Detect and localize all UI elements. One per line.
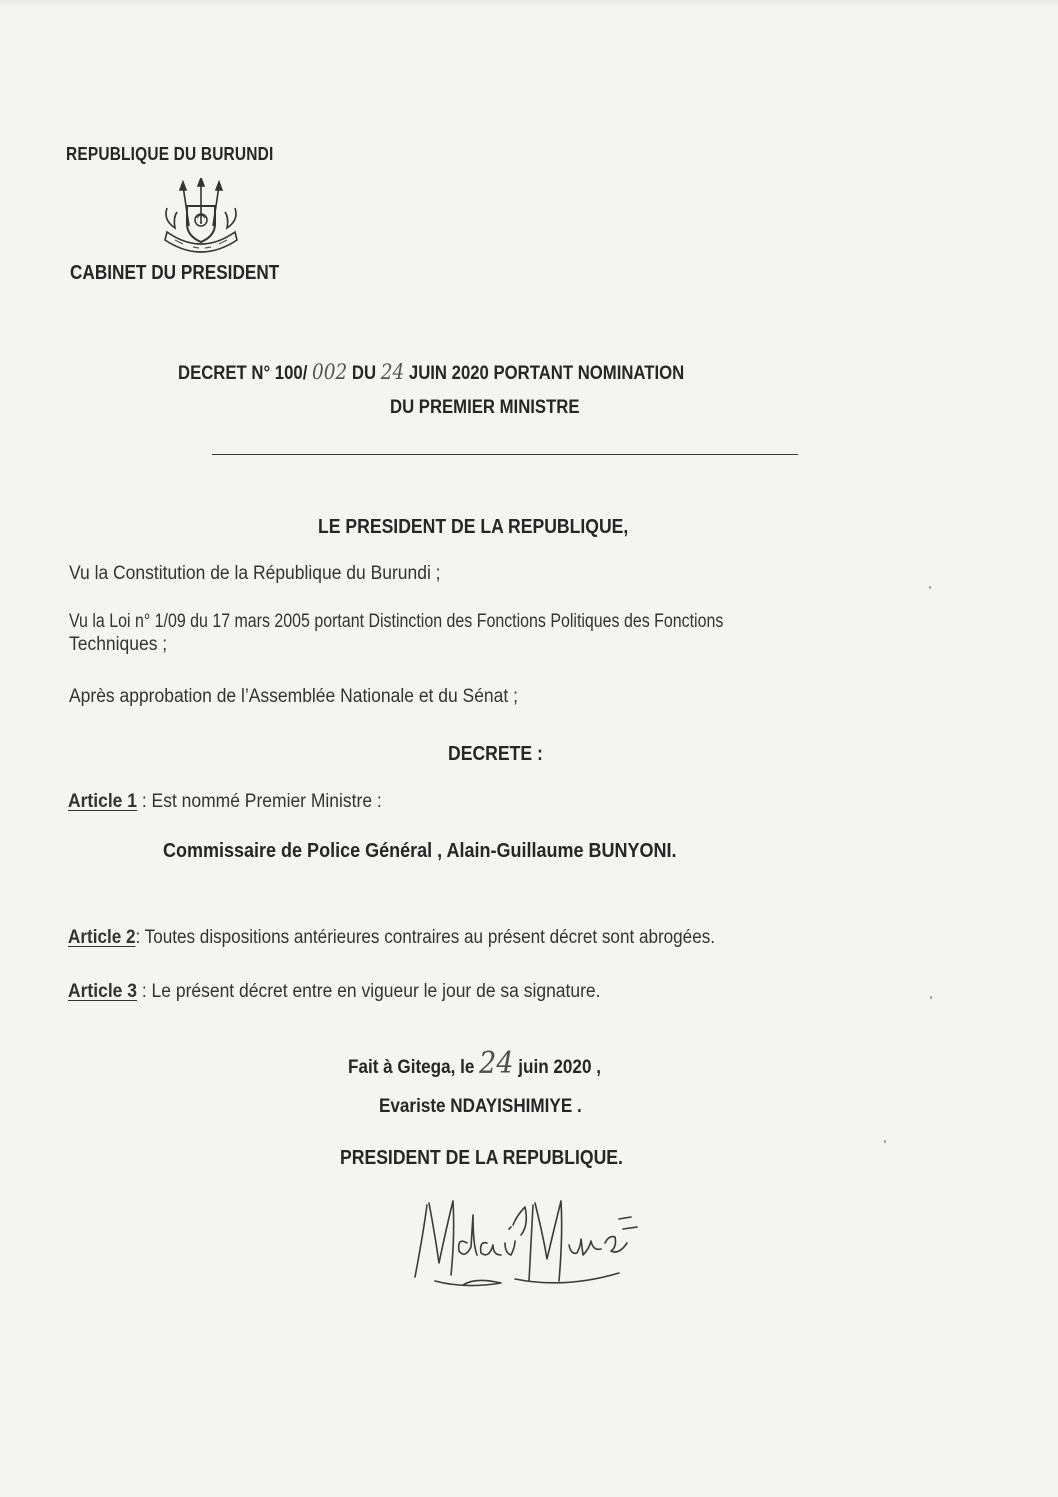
signatory-name: Evariste NDAYISHIMIYE . xyxy=(379,1096,582,1117)
cabinet-heading: CABINET DU PRESIDENT xyxy=(70,262,280,284)
decree-number-handwritten: 002 xyxy=(311,360,348,384)
nominee-name: Commissaire de Police Général , Alain-Guillaume BUNYONI. xyxy=(163,840,677,862)
fait-suffix: juin 2020 , xyxy=(518,1057,601,1078)
article-1-label: Article 1 xyxy=(68,791,137,812)
decree-suffix: JUIN 2020 PORTANT NOMINATION xyxy=(408,363,685,384)
title-divider xyxy=(212,454,798,455)
signing-day-handwritten: 24 xyxy=(479,1046,514,1081)
article-3-label: Article 3 xyxy=(68,981,137,1002)
scan-speck xyxy=(930,996,932,999)
article-2-label: Article 2 xyxy=(68,927,136,948)
apres-approbation: Après approbation de l’Assemblée Nationale et du Sénat ; xyxy=(69,686,518,707)
article-3 xyxy=(68,981,647,1003)
handwritten-signature-icon xyxy=(405,1185,665,1295)
vu-loi-line2: Techniques ; xyxy=(69,634,168,655)
article-1-text: : Est nommé Premier Ministre : xyxy=(136,791,382,812)
vu-loi-line1: Vu la Loi n° 1/09 du 17 mars 2005 portant Distinction des Fonctions Politiques des Fonctions xyxy=(69,611,724,632)
decree-title-line1 xyxy=(178,360,753,385)
vu-constitution: Vu la Constitution de la République du Burundi ; xyxy=(69,563,441,584)
scan-speck xyxy=(884,1140,886,1143)
decree-title-line2: DU PREMIER MINISTRE xyxy=(390,397,580,418)
place-date xyxy=(348,1046,629,1081)
scan-edge xyxy=(0,0,1058,6)
article-3-text: : Le présent décret entre en vigueur le jour de sa signature. xyxy=(136,981,601,1002)
decree-prefix: DECRET N° 100/ xyxy=(178,363,308,384)
republic-heading: REPUBLIQUE DU BURUNDI xyxy=(66,144,274,164)
decrete-heading: DECRETE : xyxy=(448,743,543,765)
scan-speck xyxy=(929,586,931,589)
article-2 xyxy=(68,927,787,949)
coat-of-arms-icon xyxy=(153,178,249,258)
decree-day-handwritten: 24 xyxy=(380,360,405,384)
fait-prefix: Fait à Gitega, le xyxy=(348,1057,475,1078)
president-heading: LE PRESIDENT DE LA REPUBLIQUE, xyxy=(318,516,629,538)
decree-du: DU xyxy=(351,363,377,384)
signatory-office: PRESIDENT DE LA REPUBLIQUE. xyxy=(340,1147,623,1169)
article-1 xyxy=(68,791,409,813)
article-2-text: : Toutes dispositions antérieures contraires au présent décret sont abrogées. xyxy=(135,927,716,948)
